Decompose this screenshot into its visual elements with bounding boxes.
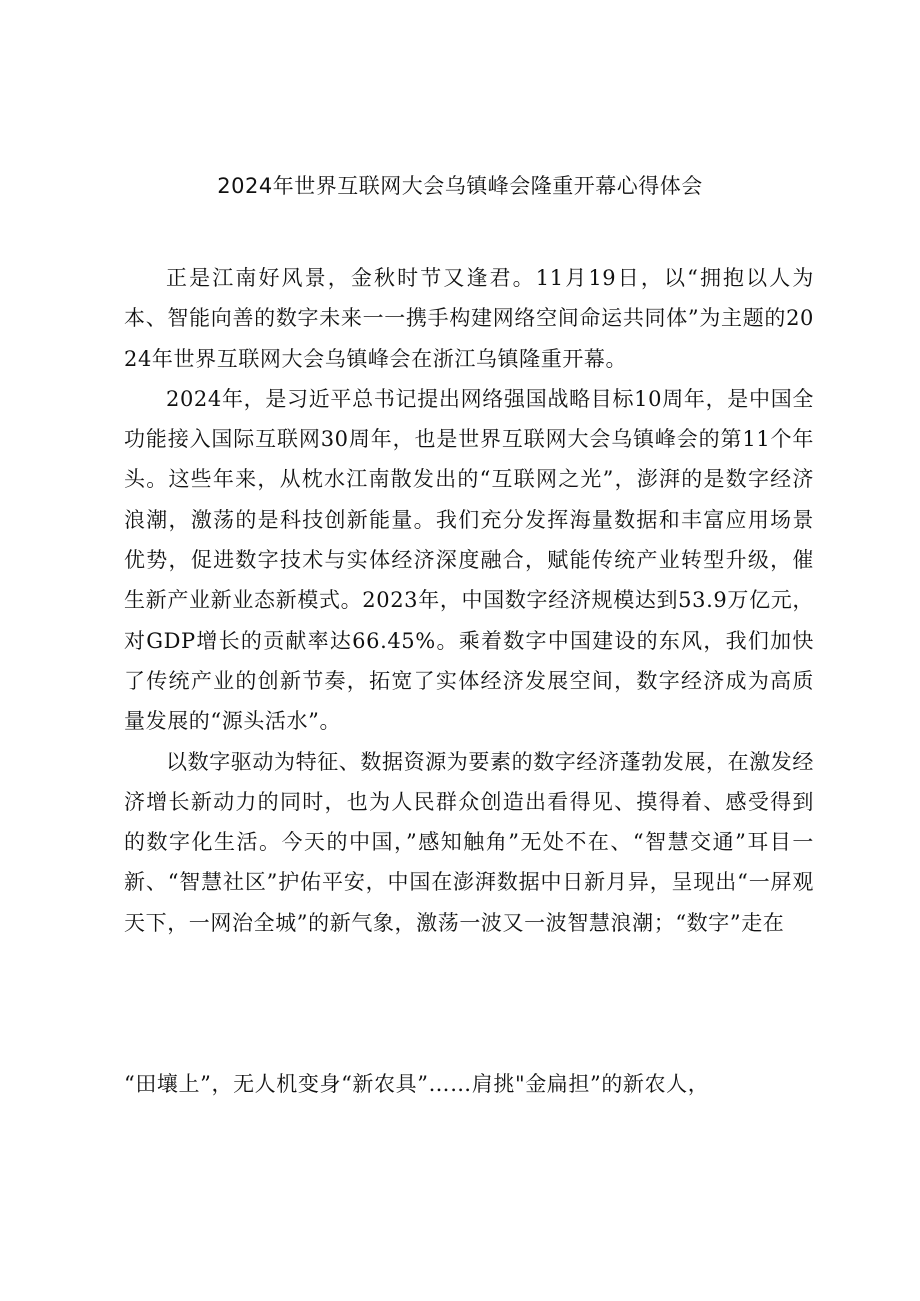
paragraph-2: 2024年，是习近平总书记提出网络强国战略目标10周年，是中国全功能接入国际互联网30周年，也是世界互联网大会乌镇峰会的第11个年头。这些年来，从枕水江南散发出的“互联网之光”，澎湃的是数字经济浪潮，激荡的是科技创新能量。我们充分发挥海量数据和丰富应用场景优势，促进数字技术与实体经济深度融合，赋能传统产业转型升级，催生新产业新业态新模式。2023年，中国数字经济规模达到53.9万亿元，对GDP增长的贡献率达66.45%。乘着数字中国建设的东风，我们加快了传统产业的创新节奏，拓宽了实体经济发展空间，数字经济成为高质量发展的“源头活水”。 bbox=[124, 386, 814, 734]
document-body bbox=[124, 258, 814, 943]
paragraph-3: 以数字驱动为特征、数据资源为要素的数字经济蓬勃发展，在激发经济增长新动力的同时，也为人民群众创造出看得见、摸得着、感受得到的数字化生活。今天的中国，”感知触角”无处不在、“智慧交通”耳目一新、“智慧社区”护佑平安，中国在澎湃数据中日新月异，呈现出“一屏观天下，一网治全城”的新气象，激荡一波又一波智慧浪潮；“数字”走在 bbox=[124, 749, 814, 935]
paragraph-1: 正是江南好风景，金秋时节又逢君。11月19日，以“拥抱以人为本、智能向善的数字未来一一携手构建网络空间命运共同体”为主题的2024年世界互联网大会乌镇峰会在浙江乌镇隆重开幕。 bbox=[124, 266, 814, 371]
trailing-line: “田壤上”，无人机变身“新农具”……肩挑"金扁担”的新农人， bbox=[124, 1072, 710, 1096]
document-title: 2024年世界互联网大会乌镇峰会隆重开幕心得体会 bbox=[217, 174, 703, 198]
